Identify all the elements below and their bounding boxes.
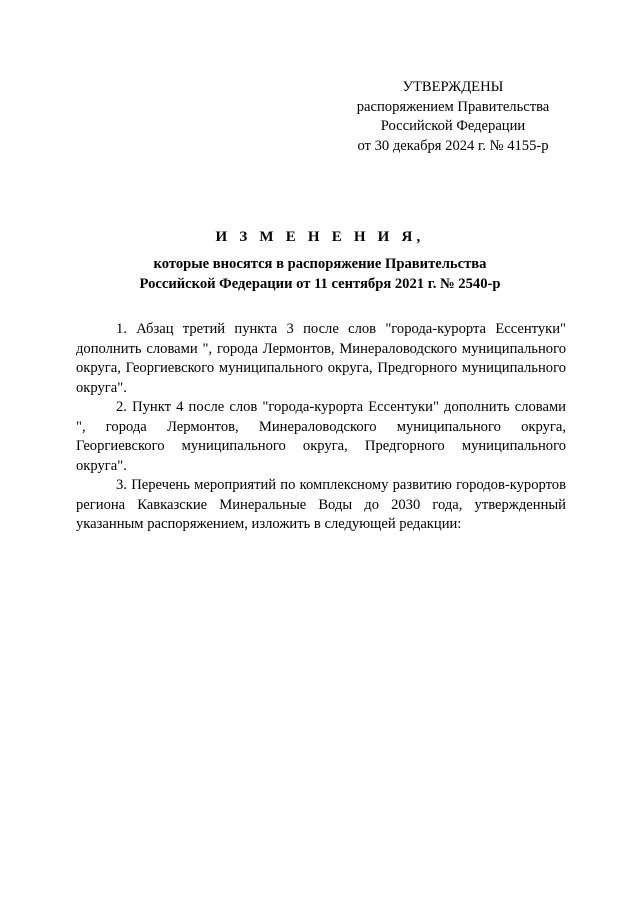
document-body (76, 320, 566, 535)
approval-heading: УТВЕРЖДЕНЫ (402, 79, 504, 95)
document-title: И З М Е Н Е Н И Я, (215, 229, 425, 245)
paragraph-3-number: 3. (116, 477, 127, 493)
paragraph-3-text: Перечень мероприятий по комплексному развитию городов-курортов региона Кавказские Минеральные Воды до 2030 года, утвержденный указанным распоряжением, изложить в следующей редакции: (76, 477, 566, 532)
paragraph-1-number: 1. (116, 321, 127, 337)
document-subtitle-line-1: которые вносятся в распоряжение Правительства (153, 256, 487, 272)
approval-stamp-block (340, 78, 566, 156)
document-subtitle-line-2: Российской Федерации от 11 сентября 2021 г. № 2540-р (139, 275, 501, 292)
paragraph-2-text: Пункт 4 после слов "города-курорта Ессентуки" дополнить словами ", города Лермонтов, Минераловодского муниципального округа, Георгиевского муниципального округа, Предгорного муниципального округа". (76, 399, 566, 474)
paragraph-3 (76, 476, 566, 535)
approval-line-date-number: от 30 декабря 2024 г. № 4155-р (357, 137, 549, 154)
document-heading (70, 227, 570, 294)
approval-line-government: Российской Федерации (380, 118, 526, 134)
approval-line-order: распоряжением Правительства (356, 98, 550, 115)
paragraph-1 (76, 320, 566, 398)
paragraph-2 (76, 398, 566, 476)
paragraph-2-number: 2. (116, 399, 127, 415)
paragraph-1-text: Абзац третий пункта 3 после слов "города-курорта Ессентуки" дополнить словами ", города Лермонтов, Минераловодского муниципального округа, Георгиевского муниципального округа, Предгорного муниципального округа". (76, 321, 566, 396)
